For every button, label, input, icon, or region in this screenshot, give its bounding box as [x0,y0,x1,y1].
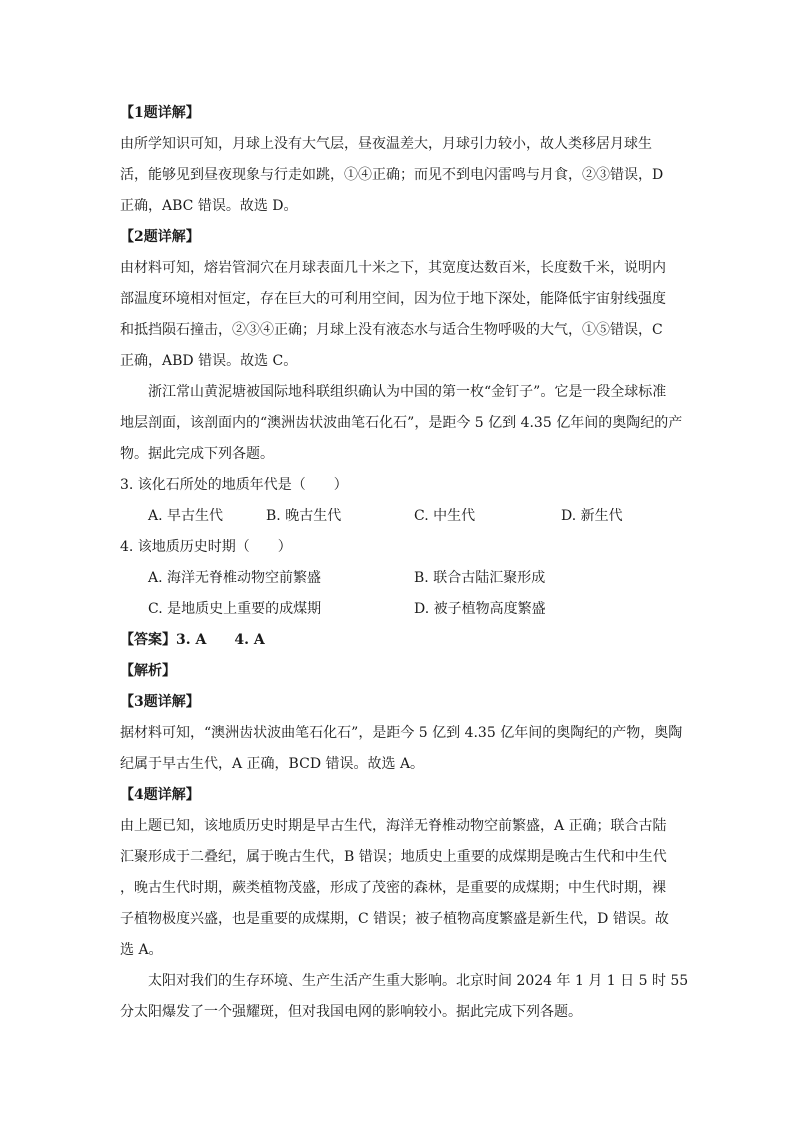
text-line: 由上题已知，该地质历史时期是早古生代，海洋无脊椎动物空前繁盛，A 正确；联合古陆 [120,818,667,834]
section-heading-q4: 【4题详解】 [120,787,200,803]
q4-option-a: A. 海洋无脊椎动物空前繁盛 [148,570,322,586]
text-line: 和抵挡陨石撞击，②③④正确；月球上没有液态水与适合生物呼吸的大气，①⑤错误，C [120,322,663,338]
text-line: 正确，ABD 错误。故选 C。 [120,353,298,369]
text-line: 子植物极度兴盛，也是重要的成煤期，C 错误；被子植物高度繁盛是新生代，D 错误。故 [120,911,669,927]
text-line: 由所学知识可知，月球上没有大气层，昼夜温差大，月球引力较小，故人类移居月球生 [120,136,652,152]
section-heading-q1: 【1题详解】 [120,105,200,121]
material-paragraph: 太阳对我们的生存环境、生产生活产生重大影响。北京时间 2024 年 1 月 1 日 5 时 55 [148,973,689,989]
text-line: 选 A。 [120,942,163,958]
q4-option-c: C. 是地质史上重要的成煤期 [148,601,322,617]
text-line: ，晚古生代时期，蕨类植物茂盛，形成了茂密的森林，是重要的成煤期；中生代时期，裸 [120,880,666,896]
text-line: 汇聚形成于二叠纪，属于晚古生代，B 错误；地质史上重要的成煤期是晚古生代和中生代 [120,849,667,865]
material-paragraph: 物。据此完成下列各题。 [120,446,274,462]
text-line: 由材料可知，熔岩管洞穴在月球表面几十米之下，其宽度达数百米，长度数千米，说明内 [120,260,666,276]
material-paragraph: 分太阳爆发了一个强耀斑，但对我国电网的影响较小。据此完成下列各题。 [120,1004,582,1020]
question-3: 3. 该化石所处的地质年代是（ ） [120,477,348,493]
text-line: 部温度环境相对恒定，存在巨大的可利用空间，因为位于地下深处，能降低宇宙射线强度 [120,291,666,307]
text-line: 活，能够见到昼夜现象与行走如跳，①④正确；而见不到电闪雷鸣与月食，②③错误，D [120,167,664,183]
text-line: 纪属于早古生代，A 正确，BCD 错误。故选 A。 [120,756,425,772]
q4-option-b: B. 联合古陆汇聚形成 [414,570,546,586]
text-line: 据材料可知，“澳洲齿状波曲笔石化石”，是距今 5 亿到 4.35 亿年间的奥陶纪的产物，奥陶 [120,725,683,741]
section-heading-q2: 【2题详解】 [120,229,200,245]
analysis-heading: 【解析】 [120,663,176,679]
section-heading-q3: 【3题详解】 [120,694,200,710]
q3-option-a: A. 早古生代 [148,508,224,524]
q3-option-c: C. 中生代 [414,508,476,524]
answer-line: 【答案】3. A 4. A [120,632,265,648]
q4-option-d: D. 被子植物高度繁盛 [414,601,546,617]
question-4: 4. 该地质历史时期（ ） [120,539,292,555]
material-paragraph: 浙江常山黄泥塘被国际地科联组织确认为中国的第一枚“金钉子”。它是一段全球标准 [148,384,667,400]
q3-option-b: B. 晚古生代 [266,508,342,524]
text-line: 正确，ABC 错误。故选 D。 [120,198,298,214]
q3-option-d: D. 新生代 [561,508,623,524]
material-paragraph: 地层剖面，该剖面内的“澳洲齿状波曲笔石化石”，是距今 5 亿到 4.35 亿年间的奥陶纪的产 [120,415,683,431]
